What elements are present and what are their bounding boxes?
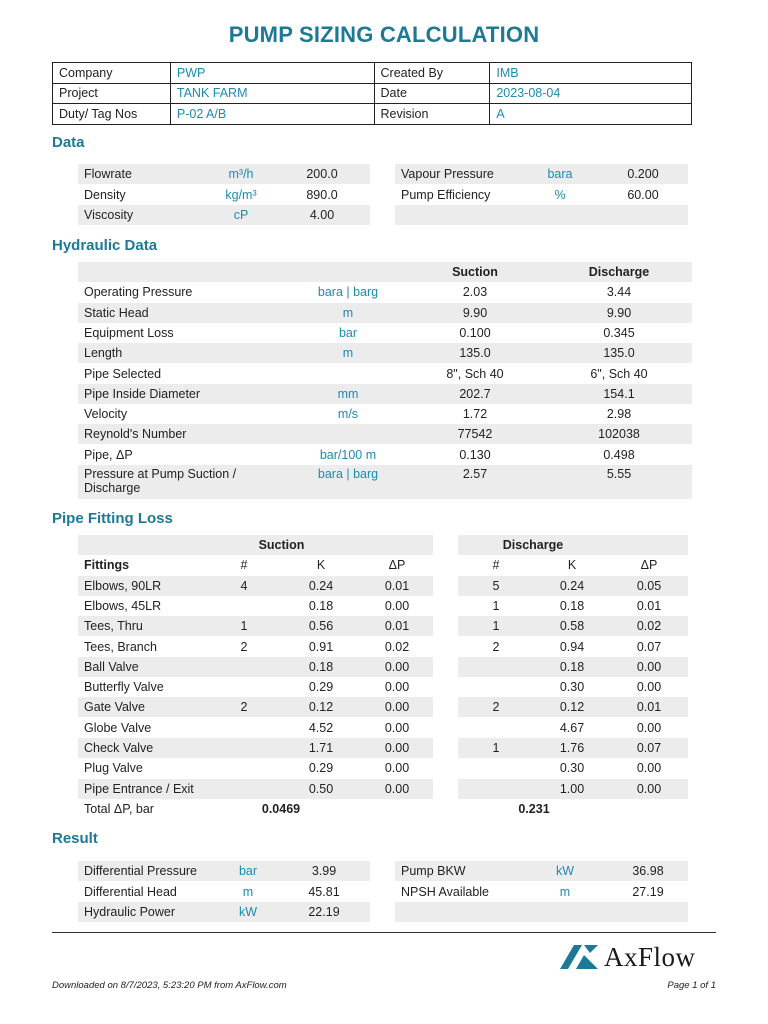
hydraulic-label: Velocity	[84, 407, 128, 422]
col-k: K	[567, 558, 577, 573]
result-row	[78, 861, 370, 881]
fitting-row	[458, 596, 688, 616]
fittings-discharge-heading-row	[458, 535, 688, 555]
fittings-suction-heading-row	[78, 535, 433, 555]
col-discharge: Discharge	[588, 265, 650, 279]
hydraulic-discharge: 9.90	[606, 305, 632, 320]
hydraulic-row	[78, 343, 692, 363]
result-unit: kW	[238, 905, 258, 919]
fitting-suction-dp: 0.01	[384, 619, 410, 634]
hydraulic-discharge: 135.0	[603, 346, 635, 361]
fitting-row	[78, 637, 433, 657]
fitting-discharge-k: 4.67	[559, 720, 585, 735]
fittings-column-header	[458, 555, 688, 575]
fitting-discharge-k: 0.24	[559, 578, 585, 593]
fitting-suction-dp: 0.00	[384, 680, 410, 695]
fitting-suction-k: 0.29	[308, 761, 334, 776]
hydraulic-header-row	[78, 262, 692, 282]
hydraulic-suction: 2.03	[462, 285, 488, 300]
data-label: Vapour Pressure	[401, 167, 494, 181]
header-row	[53, 104, 692, 125]
revision-label: Revision	[374, 104, 490, 125]
hydraulic-label: Reynold's Number	[84, 427, 187, 442]
hydraulic-label: Equipment Loss	[84, 325, 174, 340]
fitting-suction-dp: 0.00	[384, 598, 410, 613]
fitting-row	[458, 738, 688, 758]
hydraulic-row	[78, 282, 692, 302]
fitting-suction-k: 0.50	[308, 781, 334, 796]
data-unit: %	[554, 188, 566, 202]
data-heading: Data	[52, 134, 85, 151]
header-info-table	[52, 62, 692, 125]
fitting-suction-dp: 0.02	[384, 639, 410, 654]
result-label: Hydraulic Power	[84, 905, 176, 919]
fitting-discharge-count: 1	[492, 741, 500, 755]
data-row	[395, 185, 688, 205]
fitting-row	[78, 576, 433, 596]
result-value: 36.98	[632, 864, 664, 878]
fitting-name: Ball Valve	[84, 659, 139, 674]
data-unit: bara	[547, 167, 573, 181]
fitting-row	[458, 677, 688, 697]
fitting-row	[78, 677, 433, 697]
hydraulic-suction: 2.57	[462, 467, 488, 481]
total-suction: 0.0469	[261, 801, 301, 816]
fitting-suction-count: 1	[240, 619, 248, 634]
data-row-empty	[395, 205, 688, 225]
hydraulic-label	[78, 467, 298, 495]
hydraulic-discharge: 6", Sch 40	[590, 366, 648, 381]
hydraulic-label: Length	[84, 346, 123, 361]
fittings-column-header	[78, 555, 433, 575]
fitting-suction-k: 1.71	[308, 741, 334, 755]
fitting-row	[78, 596, 433, 616]
fitting-name: Gate Valve	[84, 700, 145, 715]
fitting-name: Tees, Thru	[84, 619, 143, 634]
fitting-row	[78, 616, 433, 636]
fitting-discharge-count: 1	[492, 598, 500, 613]
result-value: 22.19	[308, 905, 340, 919]
hydraulic-label: Pipe, ΔP	[84, 447, 133, 462]
hydraulic-suction: 202.7	[459, 386, 491, 401]
hydraulic-discharge: 154.1	[603, 386, 635, 401]
result-label: NPSH Available	[401, 884, 490, 899]
hydraulic-suction: 77542	[457, 427, 493, 442]
col-k: K	[316, 558, 326, 573]
hydraulic-suction: 135.0	[459, 346, 491, 361]
fitting-discharge-count: 2	[492, 700, 500, 715]
fitting-row	[458, 718, 688, 738]
hydraulic-heading: Hydraulic Data	[52, 237, 158, 254]
data-label: Viscosity	[84, 208, 134, 222]
fitting-suction-k: 0.91	[308, 639, 334, 654]
hydraulic-row	[78, 404, 692, 424]
hydraulic-unit: bar/100 m	[319, 447, 377, 462]
data-value: 4.00	[309, 208, 335, 222]
fitting-discharge-dp: 0.00	[636, 659, 662, 674]
fitting-discharge-dp: 0.07	[636, 639, 662, 654]
fitting-row	[78, 738, 433, 758]
hydraulic-label-line1: Pressure at Pump Suction /	[84, 467, 237, 481]
fitting-row	[458, 697, 688, 717]
fitting-row	[458, 657, 688, 677]
fitting-suction-k: 4.52	[308, 720, 334, 735]
col-count: #	[240, 558, 248, 573]
hydraulic-row	[78, 445, 692, 465]
hydraulic-unit: bara | barg	[317, 285, 379, 300]
fitting-discharge-dp: 0.01	[636, 700, 662, 715]
result-unit: kW	[555, 864, 575, 878]
fitting-discharge-dp: 0.07	[636, 741, 662, 755]
fitting-discharge-k: 0.30	[559, 680, 585, 695]
hydraulic-row	[78, 424, 692, 444]
axflow-logo-icon	[560, 945, 598, 969]
fitting-row	[458, 637, 688, 657]
fitting-row	[458, 576, 688, 596]
created-by-value: IMB	[490, 63, 692, 84]
header-row	[53, 63, 692, 84]
total-label: Total ΔP, bar	[84, 801, 154, 816]
fitting-discharge-dp: 0.00	[636, 720, 662, 735]
fitting-suction-dp: 0.00	[384, 700, 410, 715]
result-unit: m	[559, 884, 571, 899]
hydraulic-unit: bara | barg	[317, 467, 379, 481]
axflow-logo	[560, 942, 720, 972]
data-label: Pump Efficiency	[401, 188, 491, 202]
data-unit: m³/h	[228, 167, 254, 181]
fitting-name: Butterfly Valve	[84, 680, 164, 695]
fitting-suction-dp: 0.00	[384, 741, 410, 755]
hydraulic-label: Operating Pressure	[84, 285, 193, 300]
result-unit: bar	[238, 864, 258, 878]
hydraulic-discharge: 2.98	[606, 407, 632, 422]
result-value: 27.19	[632, 884, 664, 899]
fitting-row	[78, 657, 433, 677]
data-value: 0.200	[627, 167, 659, 181]
fitting-suction-count: 2	[240, 639, 248, 654]
hydraulic-discharge: 0.498	[603, 447, 635, 462]
fitting-name: Check Valve	[84, 741, 154, 755]
data-value: 890.0	[306, 188, 338, 202]
fitting-name: Pipe Entrance / Exit	[84, 781, 194, 796]
fitting-discharge-count: 1	[492, 619, 500, 634]
fittings-heading: Pipe Fitting Loss	[52, 510, 173, 527]
fitting-suction-count: 2	[240, 700, 248, 715]
hydraulic-row	[78, 323, 692, 343]
data-row	[78, 164, 370, 184]
hydraulic-row	[78, 465, 692, 499]
hydraulic-suction: 1.72	[462, 407, 488, 422]
fitting-suction-dp: 0.00	[384, 781, 410, 796]
data-label: Flowrate	[84, 167, 132, 181]
fitting-suction-dp: 0.01	[384, 578, 410, 593]
result-row-empty	[395, 902, 688, 922]
fitting-discharge-count: 5	[492, 578, 500, 593]
fitting-discharge-k: 0.18	[559, 659, 585, 674]
fitting-row	[458, 758, 688, 778]
fittings-discharge-heading: Discharge	[502, 538, 564, 552]
data-row	[395, 164, 688, 184]
date-value: 2023-08-04	[490, 83, 692, 104]
duty-label: Duty/ Tag Nos	[53, 104, 171, 125]
col-suction: Suction	[452, 265, 498, 279]
hydraulic-unit: m	[342, 346, 354, 361]
fitting-suction-dp: 0.00	[384, 720, 410, 735]
hydraulic-unit: m/s	[337, 407, 359, 422]
result-label: Differential Pressure	[84, 864, 198, 878]
header-row	[53, 83, 692, 104]
data-row	[78, 205, 370, 225]
result-row	[395, 861, 688, 881]
result-heading: Result	[52, 830, 98, 847]
data-value: 200.0	[306, 167, 338, 181]
data-value: 60.00	[627, 188, 659, 202]
company-label: Company	[53, 63, 171, 84]
fitting-suction-dp: 0.00	[384, 761, 410, 776]
fitting-discharge-k: 1.76	[559, 741, 585, 755]
hydraulic-suction: 8", Sch 40	[446, 366, 504, 381]
hydraulic-row	[78, 384, 692, 404]
fitting-discharge-k: 0.18	[559, 598, 585, 613]
fitting-discharge-dp: 0.00	[636, 781, 662, 796]
footer-divider	[52, 932, 716, 933]
col-dp: ΔP	[388, 558, 406, 573]
fitting-row	[458, 779, 688, 799]
fitting-discharge-dp: 0.00	[636, 680, 662, 695]
fittings-total-row	[458, 799, 688, 819]
total-discharge: 0.231	[518, 801, 550, 816]
fitting-suction-k: 0.56	[308, 619, 334, 634]
col-dp: ΔP	[640, 558, 658, 573]
data-unit: cP	[233, 208, 249, 222]
fitting-row	[78, 718, 433, 738]
axflow-logo-text: AxFlow	[604, 941, 696, 972]
download-timestamp: Downloaded on 8/7/2023, 5:23:20 PM from AxFlow.com	[52, 980, 287, 991]
hydraulic-row	[78, 364, 692, 384]
fittings-suction-heading: Suction	[258, 538, 305, 552]
fitting-discharge-k: 0.30	[559, 761, 585, 776]
fitting-row	[78, 779, 433, 799]
result-label: Differential Head	[84, 884, 177, 899]
fitting-discharge-k: 1.00	[559, 781, 585, 796]
fitting-suction-k: 0.29	[308, 680, 334, 695]
hydraulic-unit: bar	[338, 325, 358, 340]
result-row	[78, 882, 370, 902]
col-count: #	[492, 558, 500, 573]
fitting-suction-k: 0.12	[308, 700, 334, 715]
hydraulic-discharge: 5.55	[606, 467, 632, 481]
hydraulic-discharge: 102038	[598, 427, 640, 442]
data-unit: kg/m³	[225, 188, 257, 202]
project-label: Project	[53, 83, 171, 104]
fitting-name: Plug Valve	[84, 761, 143, 776]
hydraulic-label: Pipe Inside Diameter	[84, 386, 201, 401]
fitting-suction-k: 0.18	[308, 598, 334, 613]
fitting-name: Elbows, 90LR	[84, 578, 162, 593]
company-value: PWP	[170, 63, 374, 84]
data-row	[78, 185, 370, 205]
hydraulic-suction: 9.90	[462, 305, 488, 320]
result-label: Pump BKW	[401, 864, 466, 878]
fitting-row	[458, 616, 688, 636]
hydraulic-unit: mm	[337, 386, 359, 401]
hydraulic-discharge: 3.44	[606, 285, 632, 300]
revision-value: A	[490, 104, 692, 125]
col-fittings: Fittings	[84, 558, 130, 573]
fitting-suction-dp: 0.00	[384, 659, 410, 674]
date-label: Date	[374, 83, 490, 104]
fitting-suction-k: 0.24	[308, 578, 334, 593]
fitting-suction-count: 4	[240, 578, 248, 593]
fitting-row	[78, 758, 433, 778]
hydraulic-row	[78, 303, 692, 323]
result-unit: m	[242, 884, 254, 899]
created-by-label: Created By	[374, 63, 490, 84]
page-number: Page 1 of 1	[667, 980, 716, 991]
page-title: PUMP SIZING CALCULATION	[228, 22, 540, 47]
fitting-discharge-dp: 0.01	[636, 598, 662, 613]
result-value: 3.99	[311, 864, 337, 878]
result-row	[395, 882, 688, 902]
hydraulic-suction: 0.100	[459, 325, 491, 340]
hydraulic-suction: 0.130	[459, 447, 491, 462]
duty-value: P-02 A/B	[170, 104, 374, 125]
fitting-discharge-k: 0.12	[559, 700, 585, 715]
fitting-suction-k: 0.18	[308, 659, 334, 674]
fitting-discharge-dp: 0.02	[636, 619, 662, 634]
fitting-discharge-count: 2	[492, 639, 500, 654]
fitting-discharge-dp: 0.00	[636, 761, 662, 776]
hydraulic-label: Pipe Selected	[84, 366, 162, 381]
hydraulic-unit: m	[342, 305, 354, 320]
fitting-name: Tees, Branch	[84, 639, 157, 654]
fitting-discharge-k: 0.94	[559, 639, 585, 654]
result-value: 45.81	[308, 884, 340, 899]
data-label: Density	[84, 188, 126, 202]
result-row	[78, 902, 370, 922]
fittings-total-row	[78, 799, 433, 819]
fitting-row	[78, 697, 433, 717]
project-value: TANK FARM	[170, 83, 374, 104]
fitting-discharge-dp: 0.05	[636, 578, 662, 593]
fitting-name: Globe Valve	[84, 720, 152, 735]
fitting-name: Elbows, 45LR	[84, 598, 162, 613]
hydraulic-label: Static Head	[84, 305, 149, 320]
hydraulic-label-line2: Discharge	[84, 481, 141, 495]
fitting-discharge-k: 0.58	[559, 619, 585, 634]
hydraulic-discharge: 0.345	[603, 325, 635, 340]
